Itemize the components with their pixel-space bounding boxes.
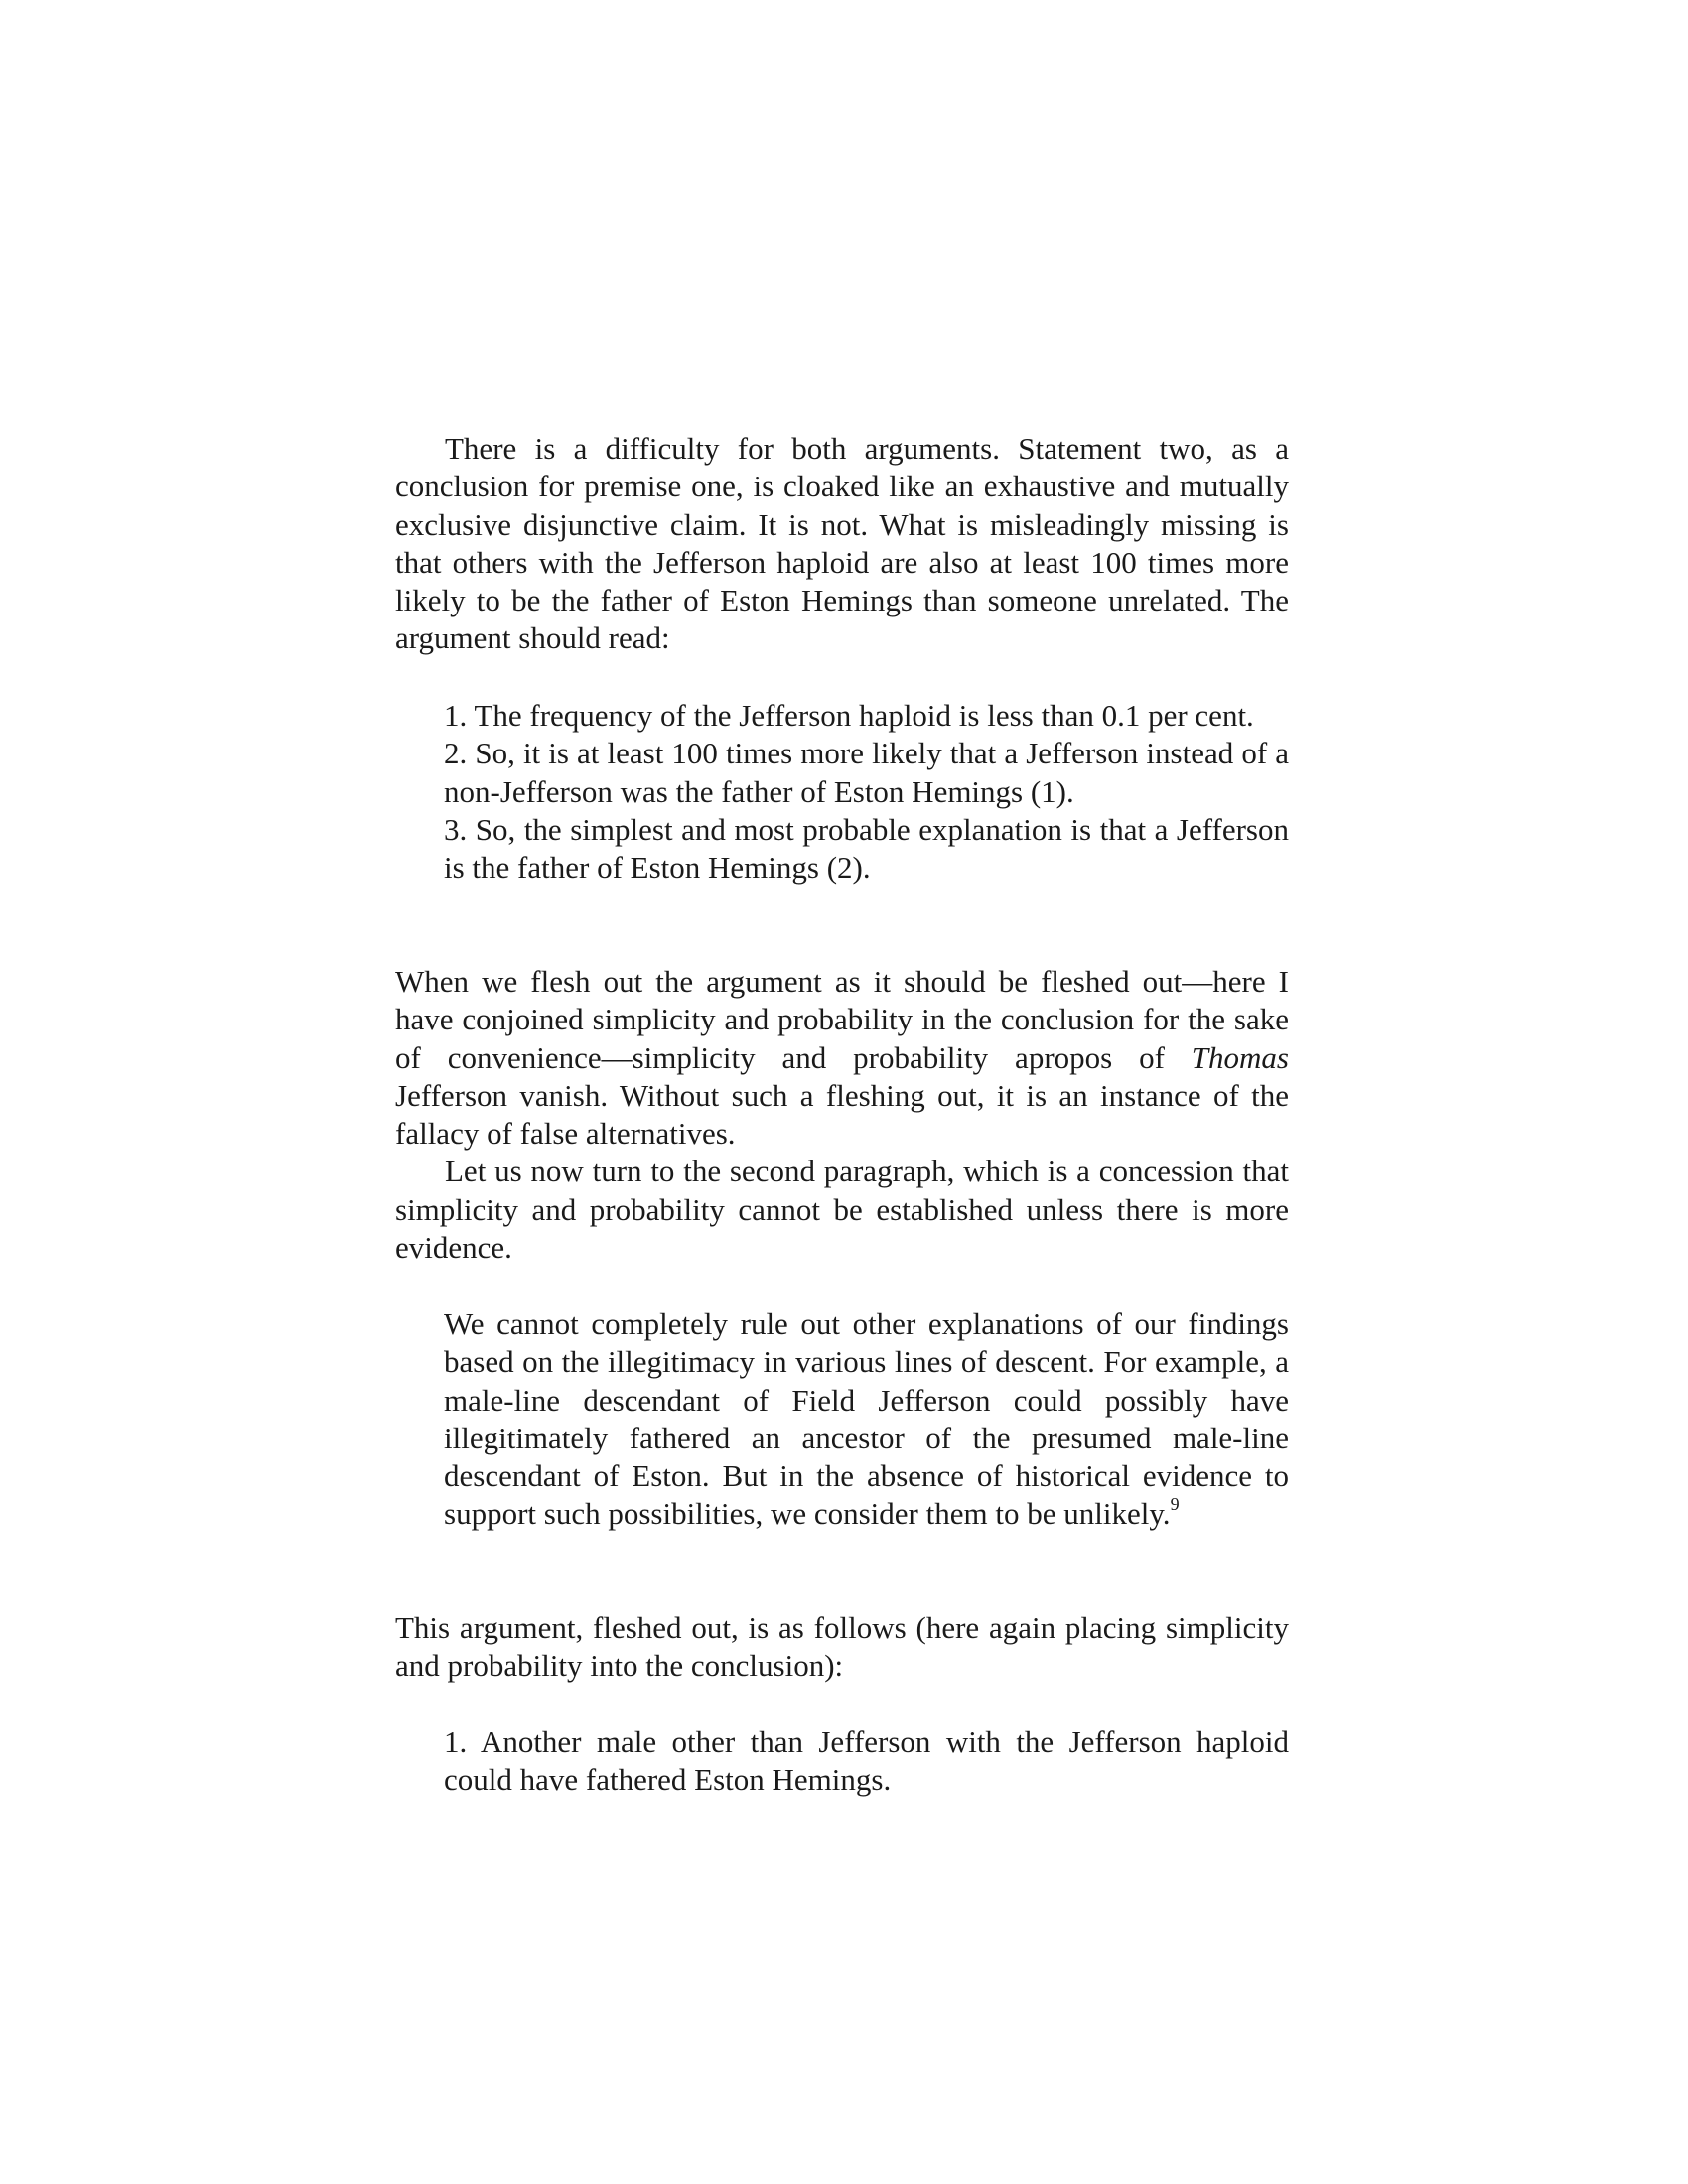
paragraph-2-after-italic: Jefferson vanish. Without such a fleshing out, it is an instance of the fallacy of false alternatives. [395,1077,1289,1152]
paragraph-1-text: There is a difficulty for both arguments. Statement two, as a conclusion for premise one, is cloaked like an exhaustive and mutually exclusive disjunctive claim. It is not. What is misleadingly missing is that others with the Jefferson haploid are also at least 100 times more likely to be the father of Eston Hemings than someone unrelated. The argument should read: [395,431,1289,656]
argument-list-1 [444,697,1289,887]
block-quote [444,1305,1289,1534]
paragraph-2-before-italic: When we flesh out the argument as it should be fleshed out—here I have conjoined simplicity and probability in the conclusion for the sake of convenience—simplicity and probability apropos of [395,964,1289,1075]
paragraph-2 [395,963,1289,1267]
argument-1-item-1: 1. The frequency of the Jefferson haploid is less than 0.1 per cent. [444,698,1254,733]
paragraph-3-text: Let us now turn to the second paragraph, which is a concession that simplicity and probability cannot be established unless there is more evidence. [395,1154,1289,1266]
argument-1-item-3: 3. So, the simplest and most probable explanation is that a Jefferson is the father of Eston Hemings (2). [444,811,1289,886]
argument-2-item-1: 1. Another male other than Jefferson with the Jefferson haploid could have fathered Eston Hemings. [444,1724,1289,1798]
block-quote-body: We cannot completely rule out other explanations of our findings based on the illegitimacy in various lines of descent. For example, a male-line descendant of Field Jefferson could possibly have illegitimately fathered an ancestor of the presumed male-line descendant of Eston. But in the absence of historical evidence to support such possibilities, we consider them to be unlikely. [444,1306,1289,1532]
block-quote-text [444,1305,1289,1534]
argument-1-item-2: 2. So, it is at least 100 times more likely that a Jefferson instead of a non-Jefferson was the father of Eston Hemings (1). [444,736,1289,809]
paragraph-2-text [395,963,1289,1153]
paragraph-1 [395,430,1289,658]
paragraph-2-italic: Thomas [1191,1039,1289,1075]
paragraph-4 [395,1609,1289,1686]
footnote-ref-9: 9 [1170,1494,1180,1515]
paragraph-4-text: This argument, fleshed out, is as follows (here again placing simplicity and probability into the conclusion): [395,1610,1289,1684]
argument-list-2 [444,1723,1289,1800]
